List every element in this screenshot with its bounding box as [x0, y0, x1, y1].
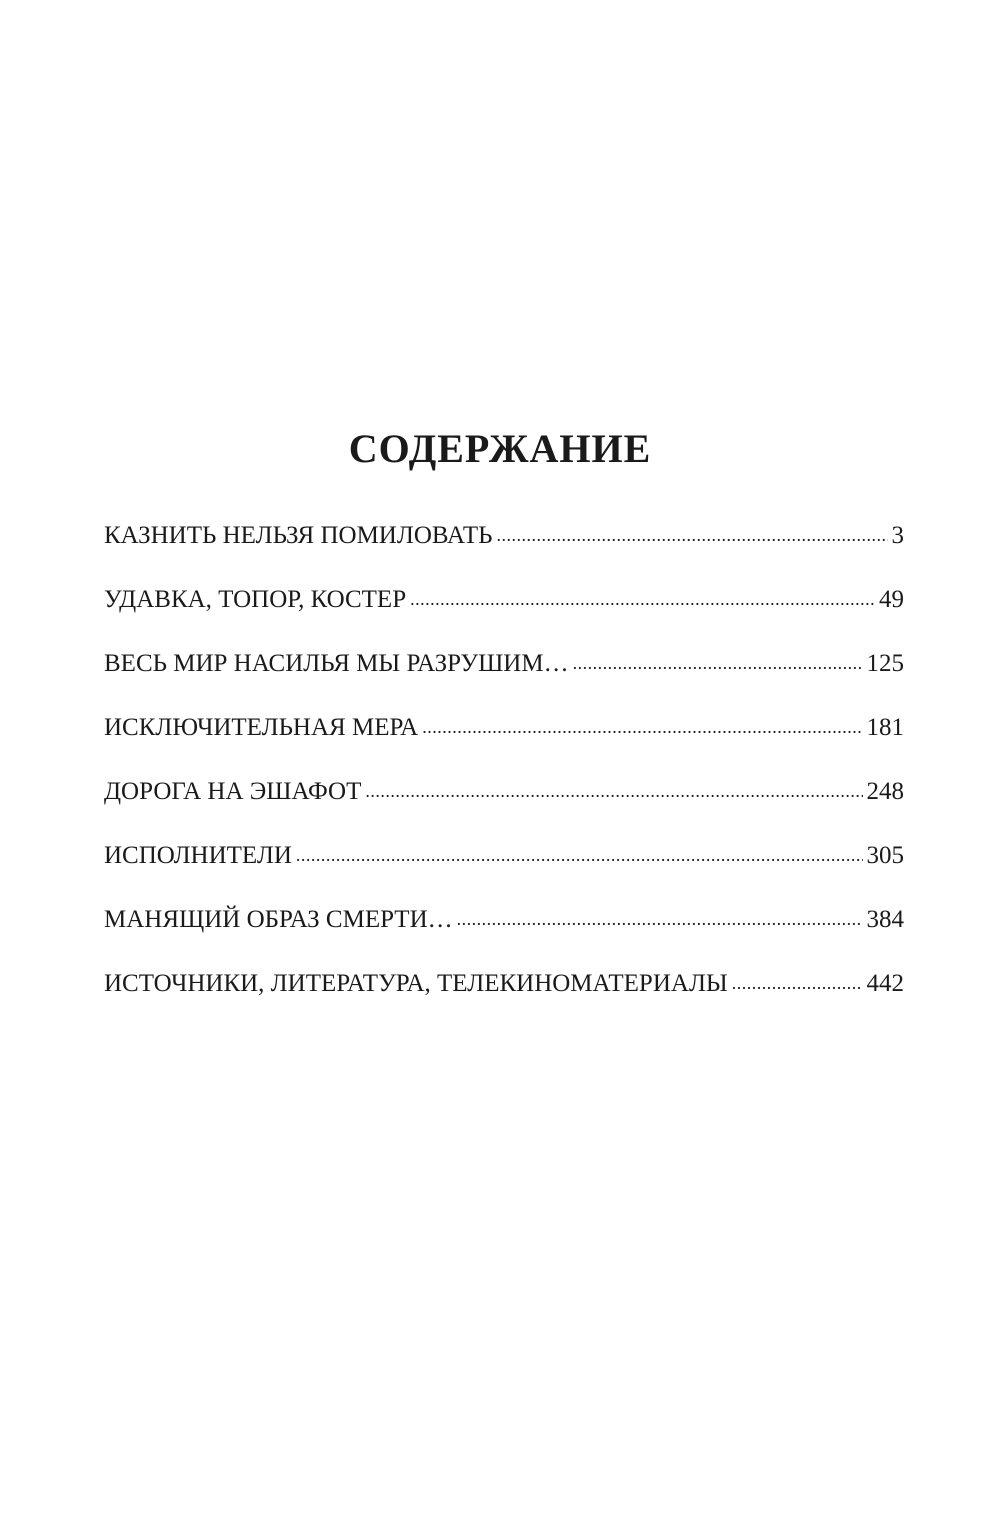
toc-entry[interactable]: [104, 578, 904, 642]
toc-page-number: 49: [879, 586, 904, 613]
toc-entry[interactable]: [104, 706, 904, 770]
dot-leader: [410, 577, 875, 621]
toc-entry-title: МАНЯЩИЙ ОБРАЗ СМЕРТИ…: [104, 906, 453, 933]
toc-entry-title: ВЕСЬ МИР НАСИЛЬЯ МЫ РАЗРУШИМ…: [104, 650, 569, 677]
toc-page-number: 384: [866, 906, 904, 933]
toc-entry[interactable]: [104, 898, 904, 962]
toc-entry-title: УДАВКА, ТОПОР, КОСТЕР: [104, 586, 407, 613]
toc-entry[interactable]: [104, 834, 904, 898]
toc-entry[interactable]: [104, 962, 904, 1026]
toc-entry-title: КАЗНИТЬ НЕЛЬЗЯ ПОМИЛОВАТЬ: [104, 522, 493, 549]
dot-leader: [457, 897, 863, 941]
toc-page-number: 305: [866, 842, 904, 869]
toc-entry[interactable]: [104, 770, 904, 834]
toc-entry-title: ИСТОЧНИКИ, ЛИТЕРАТУРА, ТЕЛЕКИНОМАТЕРИАЛЫ: [104, 970, 728, 997]
dot-leader: [365, 769, 862, 813]
toc-entry-title: ИСКЛЮЧИТЕЛЬНАЯ МЕРА: [104, 714, 419, 741]
dot-leader: [732, 961, 863, 1005]
dot-leader: [422, 705, 862, 749]
toc-page-number: 442: [866, 970, 904, 997]
toc-page-number: 248: [866, 778, 904, 805]
toc-page-number: 3: [891, 522, 904, 549]
dot-leader: [573, 641, 863, 685]
toc-page-number: 181: [866, 714, 904, 741]
toc-entry[interactable]: [104, 642, 904, 706]
dot-leader: [296, 833, 863, 877]
toc-entry-title: ДОРОГА НА ЭШАФОТ: [104, 778, 362, 805]
toc-entry[interactable]: [104, 514, 904, 578]
dot-leader: [496, 513, 887, 557]
page-title: СОДЕРЖАНИЕ: [348, 425, 652, 471]
toc-page-number: 125: [866, 650, 904, 677]
toc-entry-title: ИСПОЛНИТЕЛИ: [104, 842, 292, 869]
toc-list: [104, 514, 904, 1026]
